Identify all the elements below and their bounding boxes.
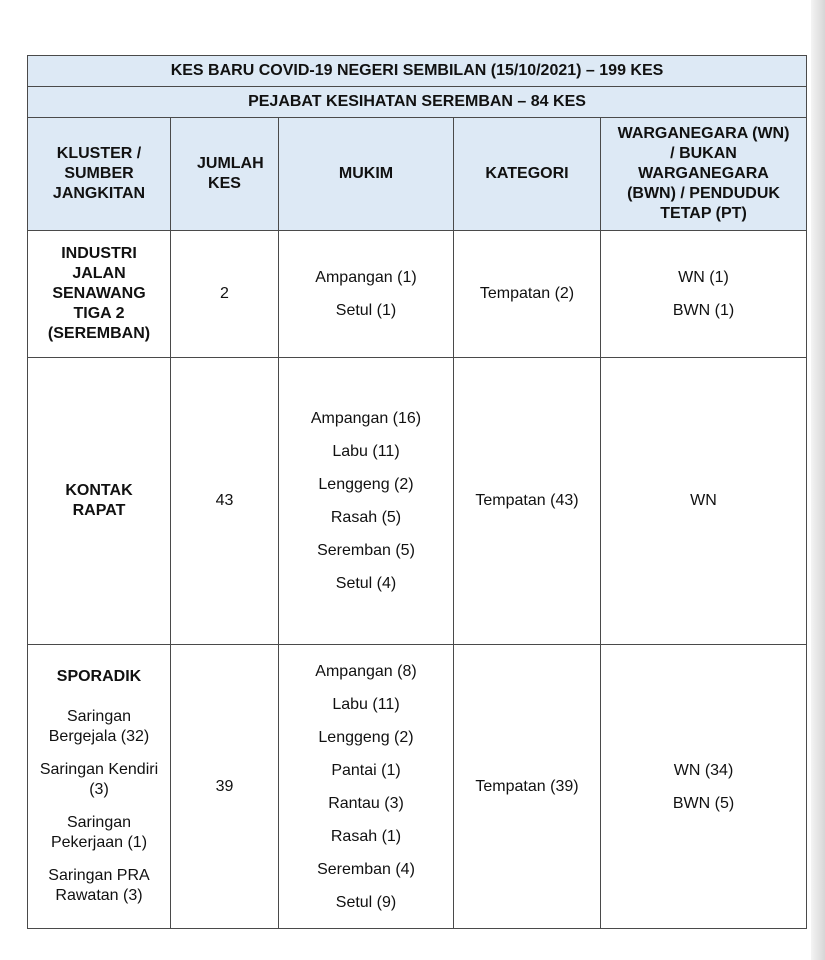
- mukim-item: Rasah (1): [330, 827, 402, 845]
- table-row: [28, 231, 807, 358]
- table-title: KES BARU COVID-19 NEGERI SEMBILAN (15/10/2021) – 199 KES: [28, 56, 807, 87]
- citizenship-item: BWN (5): [672, 794, 735, 812]
- citizenship-list: [601, 645, 807, 929]
- mukim-item: Rasah (5): [330, 509, 402, 526]
- mukim-item: Setul (9): [335, 893, 397, 911]
- citizenship-list: [601, 231, 807, 358]
- table-subtitle: PEJABAT KESIHATAN SEREMBAN – 84 KES: [28, 87, 807, 118]
- mukim-item: Labu (11): [332, 695, 400, 713]
- mukim-item: Ampangan (8): [315, 662, 417, 680]
- category: Tempatan (43): [454, 358, 601, 645]
- mukim-item: Rantau (3): [328, 794, 404, 812]
- cluster-name: KONTAK RAPAT: [28, 358, 171, 645]
- covid-cases-table: [27, 55, 807, 929]
- case-count: 39: [171, 645, 279, 929]
- mukim-item: Ampangan (16): [310, 410, 422, 427]
- case-count: 43: [171, 358, 279, 645]
- sub-source-item: Saringan Pekerjaan (1): [50, 814, 148, 851]
- category: Tempatan (2): [454, 231, 601, 358]
- citizenship-item: WN (1): [678, 269, 729, 286]
- category: Tempatan (39): [454, 645, 601, 929]
- column-header-row: [28, 118, 807, 231]
- mukim-item: Lenggeng (2): [318, 728, 414, 746]
- cluster-name: INDUSTRI JALAN SENAWANG TIGA 2 (SEREMBAN): [28, 231, 171, 358]
- citizenship-item: WN (34): [673, 761, 734, 779]
- mukim-item: Setul (4): [335, 575, 397, 592]
- header-kluster: KLUSTER / SUMBER JANGKITAN: [28, 118, 171, 231]
- header-jumlah: JUMLAH KES: [171, 118, 279, 231]
- mukim-list: [279, 645, 454, 929]
- mukim-item: Ampangan (1): [315, 269, 417, 286]
- table-row: [28, 645, 807, 929]
- mukim-item: Seremban (5): [317, 542, 415, 559]
- mukim-item: Lenggeng (2): [318, 476, 414, 493]
- citizenship-value: WN: [601, 358, 807, 645]
- sub-source-item: Saringan PRA Rawatan (3): [48, 867, 150, 904]
- header-warganegara: WARGANEGARA (WN) / BUKAN WARGANEGARA (BWN) / PENDUDUK TETAP (PT): [601, 118, 807, 231]
- cluster-cell: [28, 645, 171, 929]
- sub-source-item: Saringan Kendiri (3): [39, 761, 159, 798]
- case-count: 2: [171, 231, 279, 358]
- mukim-item: Seremban (4): [317, 860, 415, 878]
- sub-source-item: Saringan Bergejala (32): [48, 708, 150, 745]
- cluster-name: SPORADIK: [56, 668, 142, 685]
- mukim-list: [279, 358, 454, 645]
- table-subtitle-row: [28, 87, 807, 118]
- mukim-item: Pantai (1): [331, 761, 401, 779]
- mukim-item: Labu (11): [332, 443, 400, 460]
- table-title-row: [28, 56, 807, 87]
- citizenship-item: BWN (1): [672, 302, 735, 319]
- mukim-list: [279, 231, 454, 358]
- table-row: [28, 358, 807, 645]
- page-edge-shadow: [811, 0, 825, 960]
- sub-source-list: [38, 707, 160, 906]
- header-kategori: KATEGORI: [454, 118, 601, 231]
- mukim-item: Setul (1): [335, 302, 397, 319]
- header-mukim: MUKIM: [279, 118, 454, 231]
